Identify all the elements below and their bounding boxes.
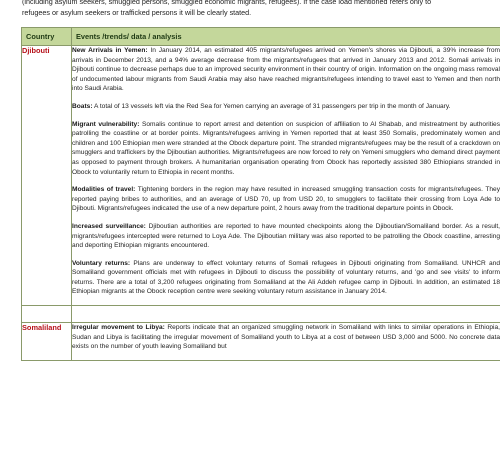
paragraph-heading: Voluntary returns:: [72, 259, 131, 267]
paragraph-increased-surveillance: [72, 222, 500, 251]
paragraph-heading: Irregular movement to Libya:: [72, 324, 165, 332]
paragraph-heading: New Arrivals in Yemen:: [72, 47, 148, 54]
country-cell: Djibouti: [22, 46, 72, 306]
events-cell: [72, 46, 500, 306]
table-spacer-row: [22, 306, 500, 323]
paragraph-modalities-of-travel: [72, 185, 500, 214]
intro-text: [22, 0, 492, 18]
events-table: [21, 27, 500, 361]
paragraph-boats: [72, 102, 500, 112]
table-row-somaliland: [22, 323, 500, 361]
paragraph-text: Tightening borders in the region may have resulted in increased smuggling transaction costs for migrants/refugees. They reported paying bribes to authorities, and an average of USD 70, up from USD 20, to smugglers to facilitate their crossing from Loya Ade to Djibouti. Migrants/refugees indicated the use of a new departure point, 2 hours away from the traditional departure points in Obock.: [72, 186, 500, 213]
header-events: Events /trends/ data / analysis: [72, 28, 500, 46]
country-cell: Somaliland: [22, 323, 72, 361]
paragraph-text: Reports indicate that an organized smuggling network in Somaliland with links to similar operations in Ethiopia, Sudan and Libya is facilitating the irregular movement of Somaliland youth to Libya at a cost of between USD 3,000 and 5000. No concrete data exists on the number of youth leaving Somaliland but: [72, 324, 500, 351]
paragraph-migrant-vulnerability: [72, 120, 500, 178]
paragraph-text: A total of 13 vessels left via the Red Sea for Yemen carrying an average of 31 passengers per trip in the month of January.: [92, 102, 451, 110]
paragraph-voluntary-returns: [72, 259, 500, 297]
paragraph-new-arrivals: [72, 46, 500, 94]
events-cell: [72, 323, 500, 361]
paragraph-text: Djiboutian authorities are reported to have mounted checkpoints along the Djiboutian/Somaliland border. As a result, migrants/refugees intercepted were returned to Loya Ade. The Djiboutian military was also reported to be patrolling the Obock coastline, arresting and deporting Ethiopian migrants encountered.: [72, 222, 500, 250]
spacer-cell: [72, 306, 500, 323]
paragraph-heading: Increased surveillance:: [72, 222, 146, 230]
paragraph-heading: Modalities of travel:: [72, 186, 136, 194]
table-header-row: [22, 28, 500, 46]
paragraph-text: In January 2014, an estimated 405 migrants/refugees arrived on Yemen's shores via Djibouti, a 39% increase from arrivals in December 2013, and a 94% average decrease from the migrants/refugees that arrived in January 2013 and 2012. Somali arrivals in Djibouti continue to decrease perhaps due to an improved security environment in their country of origin. Information on the ongoing mass removal of undocumented labour migrants from Saudi Arabia may also have reached migrants/refugees intending to travel east to Yemen and then north into Saudi Arabia.: [72, 47, 500, 93]
paragraph-heading: Migrant vulnerability:: [72, 120, 140, 128]
intro-line-2: refugees or asylum seekers or trafficked persons it will be clearly stated.: [22, 8, 252, 17]
paragraph-irregular-movement: [72, 323, 500, 352]
paragraph-text: Plans are underway to effect voluntary returns of Somali refugees in Djibouti originating from Somaliland. UNHCR and Somaliland government officials met with refugees in Djibouti to discuss the possibility of voluntary returns, and 'go and see visits' to inform returns. There are a total of 3,200 refugees originating from Somaliland at the Ali Addeh refugee camp in Djibouti. In addition, an estimated 18 Ethiopian migrants at the Obock reception centre were seeking voluntary return assistance in January 2014.: [72, 259, 500, 296]
intro-line-1: (including asylum seekers, smuggled persons, smuggled economic migrants, refugees). If the case load mentioned refers only to: [22, 0, 432, 6]
header-country: Country: [22, 28, 72, 46]
spacer-cell: [22, 306, 72, 323]
table-row-djibouti: [22, 46, 500, 306]
paragraph-heading: Boats:: [72, 102, 93, 110]
paragraph-text: Somalis continue to report arrest and detention on suspicion of affiliation to Al Shabab, and mistreatment by authorities patrolling the coastline or at border points. Migrants/refugees arriving in Yemen reported that at least 350 Somalis, predominately women and children and 100 Ethiopian men were stranded at the Obock departure point. The stranded migrants/refugees may be the result of a crackdown on smugglers and traffickers by the Djiboutian authorities. Migrants/refugees are now forced to rely on Yemeni smugglers who demand direct payment as opposed to payment through brokers. A humanitarian organisation operating from Obock has reportedly assisted 380 Ethiopians stranded in Obock to voluntarily return to Ethiopia in recent months.: [72, 120, 500, 176]
